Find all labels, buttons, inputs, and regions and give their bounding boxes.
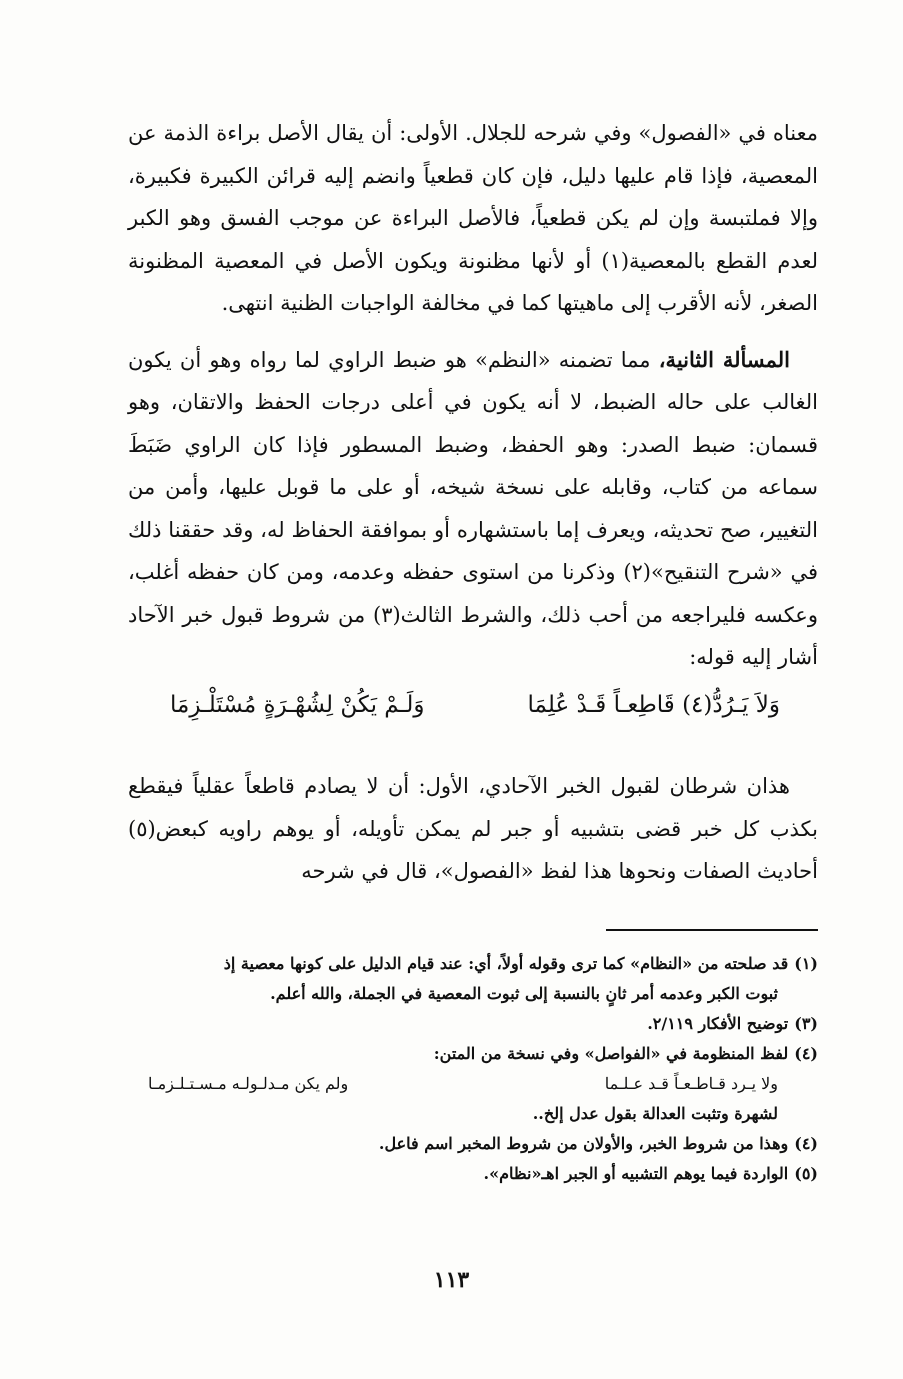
footnote-verse-first: ولا يـرد قـاطـعـاً قـد عـلـما: [604, 1074, 778, 1093]
paragraph-2: [128, 339, 818, 679]
page-number: ١١٣: [433, 1267, 470, 1293]
footnote-3: [128, 1010, 818, 1037]
footnote-text: قد صلحته من «النظام» كما ترى وقوله أولاً، أي: عند قيام الدليل على كونها معصية إذ: [223, 954, 789, 973]
footnote-verse-second: ولم يكن مـدلـولـه مـسـتـلـزمـا: [148, 1074, 349, 1093]
footnote-number: (٤): [794, 1044, 818, 1063]
footnote-text: الواردة فيما يوهم التشبيه أو الجبر اهـ«نظام».: [483, 1164, 789, 1183]
footnote-4b: [128, 1130, 818, 1157]
footnote-1-continuation: ثبوت الكبر وعدمه أمر ثانٍ بالنسبة إلى ثبوت المعصية في الجملة، والله أعلم.: [270, 984, 778, 1003]
footnote-5: [128, 1160, 818, 1187]
footnote-number: (٤): [794, 1134, 818, 1153]
verse-second-hemistich: وَلَـمْ يَكُنْ لِشُهْـرَةٍ مُسْتَلْـزِمَا: [170, 692, 425, 718]
paragraph-1: معناه في «الفصول» وفي شرحه للجلال. الأولى: أن يقال الأصل براءة الذمة عن المعصية، فإذا قام عليها دليل، فإن كان قطعياً وانضم إليه قرائن الكبيرة فكبيرة، وإلا فملتبسة وإن لم يكن قطعياً، فالأصل البراءة عن موجب الفسق وهو الكبر لعدم القطع بالمعصية(١) أو لأنها مظنونة ويكون الأصل في المعصية المظنونة الصغر، لأنه الأقرب إلى ماهيتها كما في مخالفة الواجبات الظنية انتهى.: [128, 121, 818, 315]
footnote-text: لفظ المنظومة في «الفواصل» وفي نسخة من المتن:: [433, 1044, 789, 1063]
footnote-1: [128, 950, 818, 977]
paragraph-2-body: مما تضمنه «النظم» هو ضبط الراوي لما رواه وهو أن يكون الغالب على حاله الضبط، لا أنه يكون في أعلى درجات الحفظ والاتقان، وهو قسمان: ضبط الصدر: وهو الحفظ، وضبط المسطور فإذا كان الراوي ضَبَطَ سماعه من كتاب، وقابله على نسخة شيخه، أو على ما قوبل عليها، وأمن من التغيير، صح تحديثه، ويعرف إما باستشهاره أو بموافقة الحفاظ له، وقد حققنا ذلك في «شرح التنقيح»(٢) وذكرنا من استوى حفظه وعدمه، ومن كان حفظه أغلب، وعكسه فليراجعه من أحب ذلك، والشرط الثالث(٣) من شروط قبول خبر الآحاد أشار إليه قوله:: [128, 347, 818, 669]
footnote-4a: [128, 1040, 818, 1067]
footnote-verse: [128, 1070, 818, 1097]
paragraph-2-lead: المسألة الثانية،: [658, 346, 790, 372]
footnote-4a-continuation: لشهرة وتثبت العدالة بقول عدل إلخ..: [532, 1104, 778, 1123]
footnotes: [128, 950, 818, 1190]
footnote-number: (٣): [794, 1014, 818, 1033]
poem-verse: [170, 692, 780, 742]
verse-first-hemistich: وَلاَ يَـرُدُّ(٤) قَاطِعـاً قَـدْ عُلِمَا: [527, 692, 780, 718]
footnote-number: (٥): [794, 1164, 818, 1183]
paragraph-3: هذان شرطان لقبول الخبر الآحادي، الأول: أن لا يصادم قاطعاً عقلياً فيقطع بكذب كل خبر قضى بتشبيه أو جبر لم يمكن تأويله، أو يوهم راويه كبعض(٥) أحاديث الصفات ونحوها هذا لفظ «الفصول»، قال في شرحه: [128, 774, 818, 883]
footnote-number: (١): [794, 954, 818, 973]
footnote-separator: [606, 929, 818, 931]
footnote-text: وهذا من شروط الخبر، والأولان من شروط المخبر اسم فاعل.: [378, 1134, 789, 1153]
main-text: [128, 112, 818, 679]
footnote-text: توضيح الأفكار ٢/١١٩.: [647, 1014, 789, 1033]
